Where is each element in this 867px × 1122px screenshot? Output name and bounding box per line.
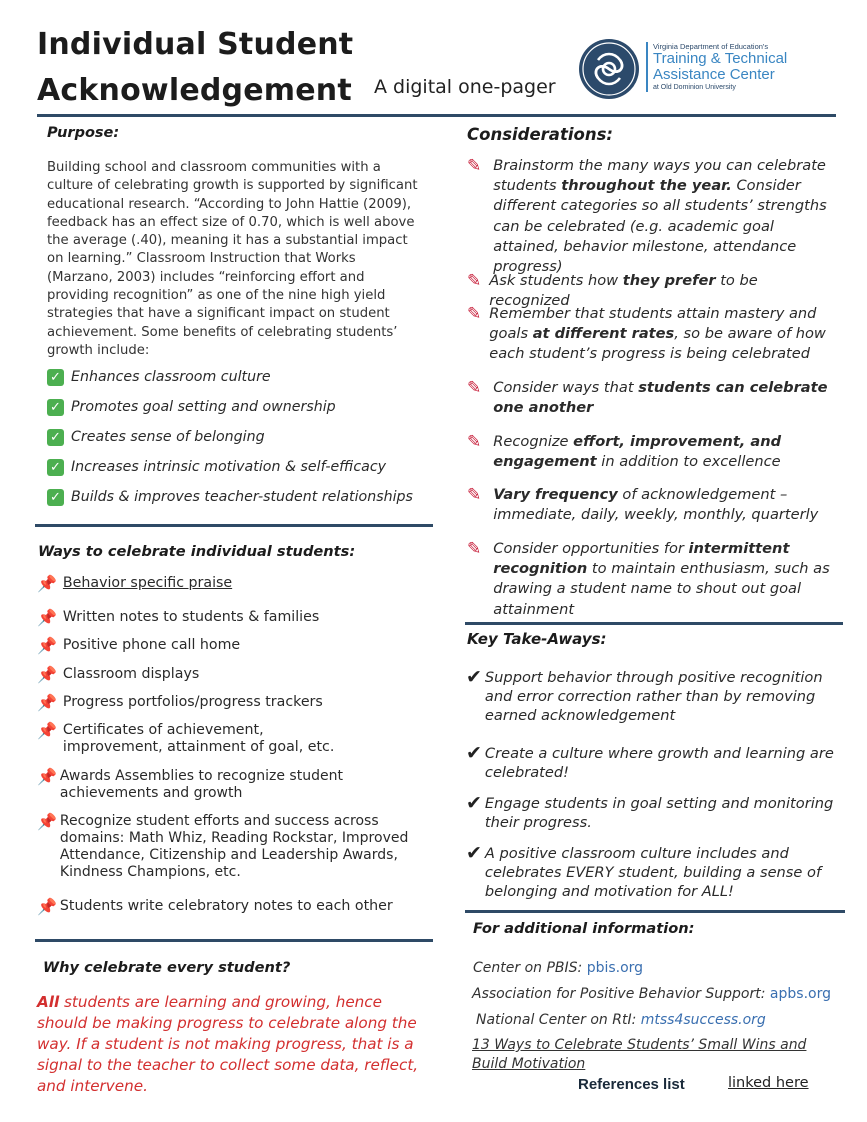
check-box-icon: ✓ (47, 489, 64, 506)
pushpin-icon: 📌 (37, 574, 57, 593)
list-item: ✎ Consider opportunities for intermittent recognition to maintain enthusiasm, such as drawing a student name to shout out goal attainment (467, 539, 837, 620)
check-box-icon: ✓ (47, 399, 64, 416)
title-line-1: Individual Student (37, 27, 354, 62)
list-item: ✎ Recognize effort, improvement, and engagement in addition to excellence (467, 432, 837, 472)
list-item: ✎ Ask students how they prefer to be recognized (467, 271, 842, 311)
list-item: ✓ Enhances classroom culture (47, 369, 427, 386)
org-divider (646, 42, 648, 92)
why-heading: Why celebrate every student? (43, 959, 291, 976)
check-box-icon: ✓ (47, 459, 64, 476)
org-foot-text: at Old Dominion University (653, 84, 736, 91)
purpose-paragraph: Building school and classroom communities with a culture of celebrating growth is supported by significant educational research. “According to John Hattie (2009), feedback has an effect size of 0.70, which is well above the average (.40), meaning it has a substantial impact on learning.” Classroom Instruction that Works (Marzano, 2003) includes “reinforcing effort and providing recognition” as one of the nine high yield strategies that have a significant impact on student achievement. Some benefits of celebrating students’ growth include: (47, 160, 418, 358)
list-item: ✔ Engage students in goal setting and monitoring their progress. (466, 792, 834, 831)
section-rule (465, 910, 845, 913)
list-item: 📌 Awards Assemblies to recognize student achievements and growth (37, 767, 343, 801)
list-item: 📌 Classroom displays (37, 665, 200, 684)
pencil-icon: ✎ (467, 304, 482, 324)
list-item: 📌 Behavior specific praise (37, 574, 233, 593)
pencil-icon: ✎ (467, 432, 482, 452)
pencil-icon: ✎ (467, 156, 482, 176)
pbis-line: Center on PBIS: pbis.org (473, 960, 644, 976)
list-item: ✎ Remember that students attain mastery and goals at different rates, so be aware of how each student’s progress is being celebrated (467, 304, 837, 365)
list-item: 📌 Positive phone call home (37, 636, 241, 655)
list-item: ✓ Promotes goal setting and ownership (47, 399, 427, 416)
pencil-icon: ✎ (467, 378, 482, 398)
header-rule (37, 114, 836, 117)
apbs-link[interactable]: apbs.org (769, 986, 831, 1002)
pushpin-icon: 📌 (37, 665, 57, 684)
list-item: ✓ Creates sense of belonging (47, 429, 427, 446)
checkmark-icon: ✔ (466, 666, 482, 688)
list-item: ✓ Builds & improves teacher-student relationships (47, 489, 427, 506)
rti-line: National Center on RtI: mtss4success.org (476, 1012, 766, 1028)
article-link[interactable]: 13 Ways to Celebrate Students’ Small Wins and Build Motivation (472, 1037, 807, 1072)
ways-heading: Ways to celebrate individual students: (38, 543, 356, 560)
list-item: ✔ A positive classroom culture includes and celebrates EVERY student, building a sense of belonging and motivation for ALL! (466, 842, 822, 900)
pencil-icon: ✎ (467, 539, 482, 559)
why-paragraph (37, 992, 432, 1097)
org-line-1: Training & Technical (653, 50, 788, 67)
check-box-icon: ✓ (47, 429, 64, 446)
pushpin-icon: 📌 (37, 636, 57, 655)
checkmark-icon: ✔ (466, 742, 482, 764)
list-item: 📌 Progress portfolios/progress trackers (37, 693, 323, 712)
org-line-2: Assistance Center (653, 66, 775, 83)
pbis-link[interactable]: pbis.org (586, 960, 644, 976)
pushpin-icon: 📌 (37, 608, 57, 627)
apbs-line: Association for Positive Behavior Support: apbs.org (472, 986, 831, 1002)
list-item: 📌 Recognize student efforts and success across domains: Math Whiz, Reading Rockstar, Improved Attendance, Citizenship and Leadership Awards, Kindness Champions, etc. (37, 812, 409, 880)
considerations-heading: Considerations: (467, 125, 613, 144)
list-item: ✔ Support behavior through positive recognition and error correction rather than by removing earned acknowledgement (466, 666, 823, 724)
pushpin-icon: 📌 (37, 693, 57, 712)
takeaways-heading: Key Take-Aways: (467, 630, 607, 648)
pushpin-icon: 📌 (37, 812, 57, 831)
why-text: students are learning and growing, hence should be making progress to celebrate along the way. If a student is not making progress, that is a signal to the teacher to collect some data, reflect, and intervene. (37, 993, 419, 1095)
pencil-icon: ✎ (467, 485, 482, 505)
list-item: 📌 Certificates of achievement, improvement, attainment of goal, etc. (37, 721, 335, 755)
list-item: ✔ Create a culture where growth and learning are celebrated! (466, 742, 834, 781)
list-item: 📌 Students write celebratory notes to each other (37, 897, 393, 916)
references-label: References list (578, 1076, 685, 1093)
checkmark-icon: ✔ (466, 792, 482, 814)
page-subtitle: A digital one-pager (374, 76, 556, 98)
org-small-text: Virginia Department of Education's (653, 42, 769, 51)
list-item: ✎ Brainstorm the many ways you can celebrate students throughout the year. Consider different categories so all students’ strengths can be celebrated (e.g. academic goal attained, behavior milestone, attendance progress) (467, 156, 842, 277)
org-name (653, 42, 843, 91)
references-link[interactable]: linked here (728, 1075, 809, 1091)
knot-logo-icon (578, 38, 640, 100)
rti-link[interactable]: mtss4success.org (640, 1012, 766, 1028)
list-item: ✓ Increases intrinsic motivation & self-efficacy (47, 459, 427, 476)
why-lead: All (37, 993, 60, 1011)
pencil-icon: ✎ (467, 271, 482, 291)
list-item: ✎ Vary frequency of acknowledgement – immediate, daily, weekly, monthly, quarterly (467, 485, 837, 525)
checkmark-icon: ✔ (466, 842, 482, 864)
pushpin-icon: 📌 (37, 897, 57, 916)
list-item: 📌 Written notes to students & families (37, 608, 320, 627)
section-rule (35, 939, 433, 942)
section-rule (35, 524, 433, 527)
info-heading: For additional information: (473, 920, 695, 937)
check-box-icon: ✓ (47, 369, 64, 386)
pushpin-icon: 📌 (37, 767, 57, 786)
pushpin-icon: 📌 (37, 721, 57, 740)
section-rule (465, 622, 843, 625)
page-title (37, 22, 353, 114)
list-item: ✎ Consider ways that students can celebrate one another (467, 378, 837, 418)
title-line-2: Acknowledgement (37, 73, 352, 108)
purpose-heading: Purpose: (47, 125, 120, 141)
